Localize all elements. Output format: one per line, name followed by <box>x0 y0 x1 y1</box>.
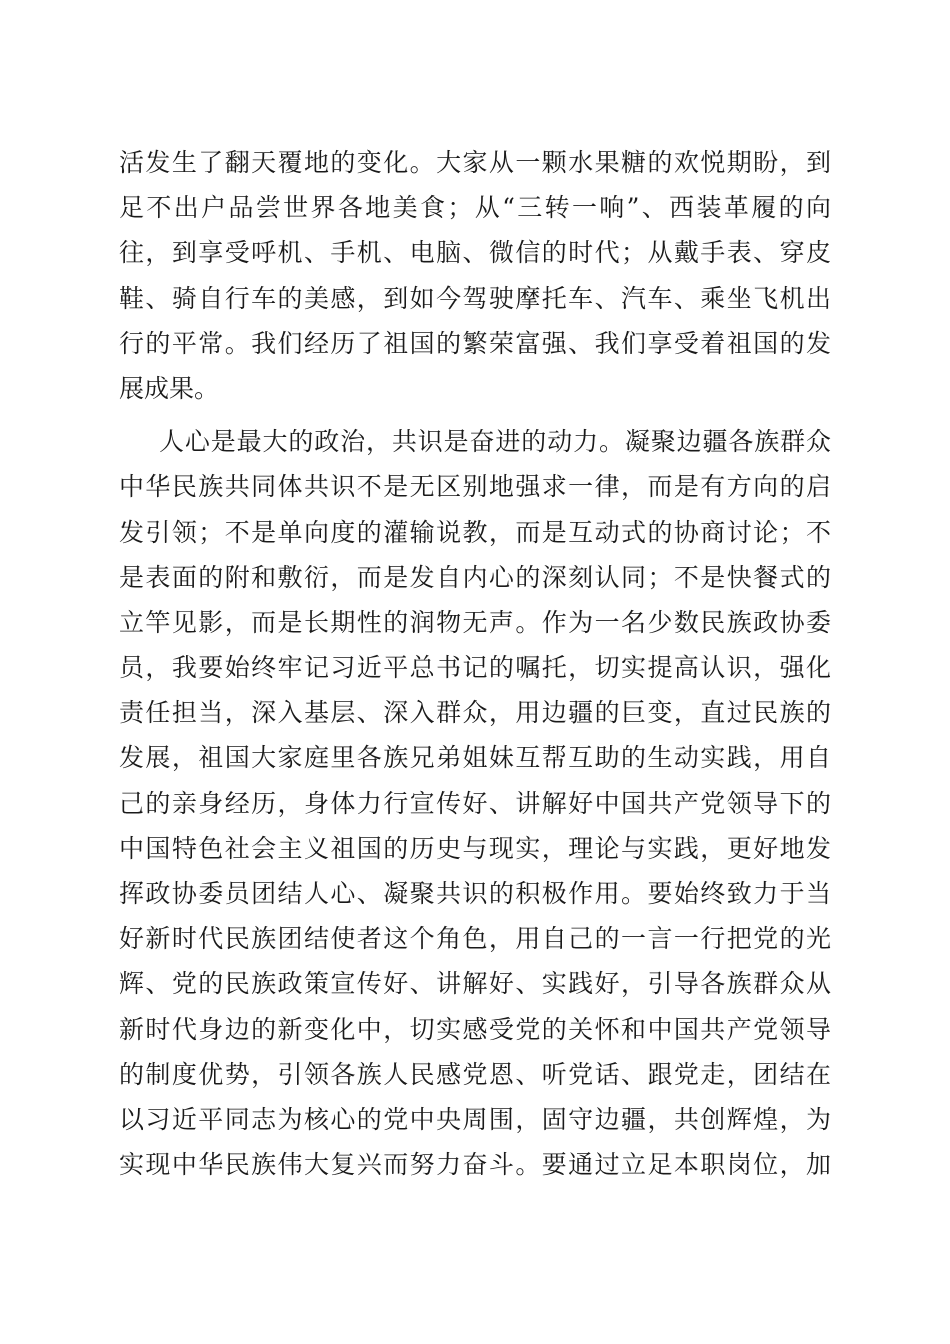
text-line: 中华民族共同体共识不是无区别地强求一律，而是有方向的启 <box>119 472 831 502</box>
text-line: 好新时代民族团结使者这个角色，用自己的一言一行把党的光 <box>119 924 831 954</box>
text-line: 实现中华民族伟大复兴而努力奋斗。要通过立足本职岗位，加 <box>119 1150 831 1180</box>
text-line: 中国特色社会主义祖国的历史与现实，理论与实践，更好地发 <box>119 833 831 863</box>
text-line: 行的平常。我们经历了祖国的繁荣富强、我们享受着祖国的发 <box>119 328 831 358</box>
text-line: 辉、党的民族政策宣传好、讲解好、实践好，引导各族群众从 <box>119 969 831 999</box>
text-line: 己的亲身经历，身体力行宣传好、讲解好中国共产党领导下的 <box>119 788 831 818</box>
text-line: 是表面的附和敷衍，而是发自内心的深刻认同；不是快餐式的 <box>119 562 831 592</box>
paragraph-2 <box>119 419 831 1187</box>
text-line: 往，到享受呼机、手机、电脑、微信的时代；从戴手表、穿皮 <box>119 238 831 268</box>
text-line: 足不出户品尝世界各地美食；从“三转一响”、西装革履的向 <box>119 193 831 223</box>
text-line: 活发生了翻天覆地的变化。大家从一颗水果糖的欢悦期盼，到 <box>119 148 831 177</box>
body-text <box>119 140 831 1187</box>
text-line: 挥政协委员团结人心、凝聚共识的积极作用。要始终致力于当 <box>119 879 831 908</box>
text-line: 鞋、骑自行车的美感，到如今驾驶摩托车、汽车、乘坐飞机出 <box>119 283 831 313</box>
text-line: 发展，祖国大家庭里各族兄弟姐妹互帮互助的生动实践，用自 <box>119 743 831 773</box>
text-line: 责任担当，深入基层、深入群众，用边疆的巨变，直过民族的 <box>119 698 831 728</box>
text-line: 以习近平同志为核心的党中央周围，固守边疆，共创辉煌，为 <box>119 1104 831 1134</box>
text-line: 立竿见影，而是长期性的润物无声。作为一名少数民族政协委 <box>119 607 831 637</box>
text-line: 展成果。 <box>119 373 220 403</box>
paragraph-1 <box>119 140 831 411</box>
text-line: 发引领；不是单向度的灌输说教，而是互动式的协商讨论；不 <box>119 517 831 547</box>
text-line: 的制度优势，引领各族人民感党恩、听党话、跟党走，团结在 <box>119 1059 831 1089</box>
text-line: 人心是最大的政治，共识是奋进的动力。凝聚边疆各族群众 <box>159 427 831 457</box>
paragraph-gap <box>119 411 831 419</box>
text-line: 员，我要始终牢记习近平总书记的嘱托，切实提高认识，强化 <box>119 653 831 683</box>
text-line: 新时代身边的新变化中，切实感受党的关怀和中国共产党领导 <box>119 1014 831 1044</box>
